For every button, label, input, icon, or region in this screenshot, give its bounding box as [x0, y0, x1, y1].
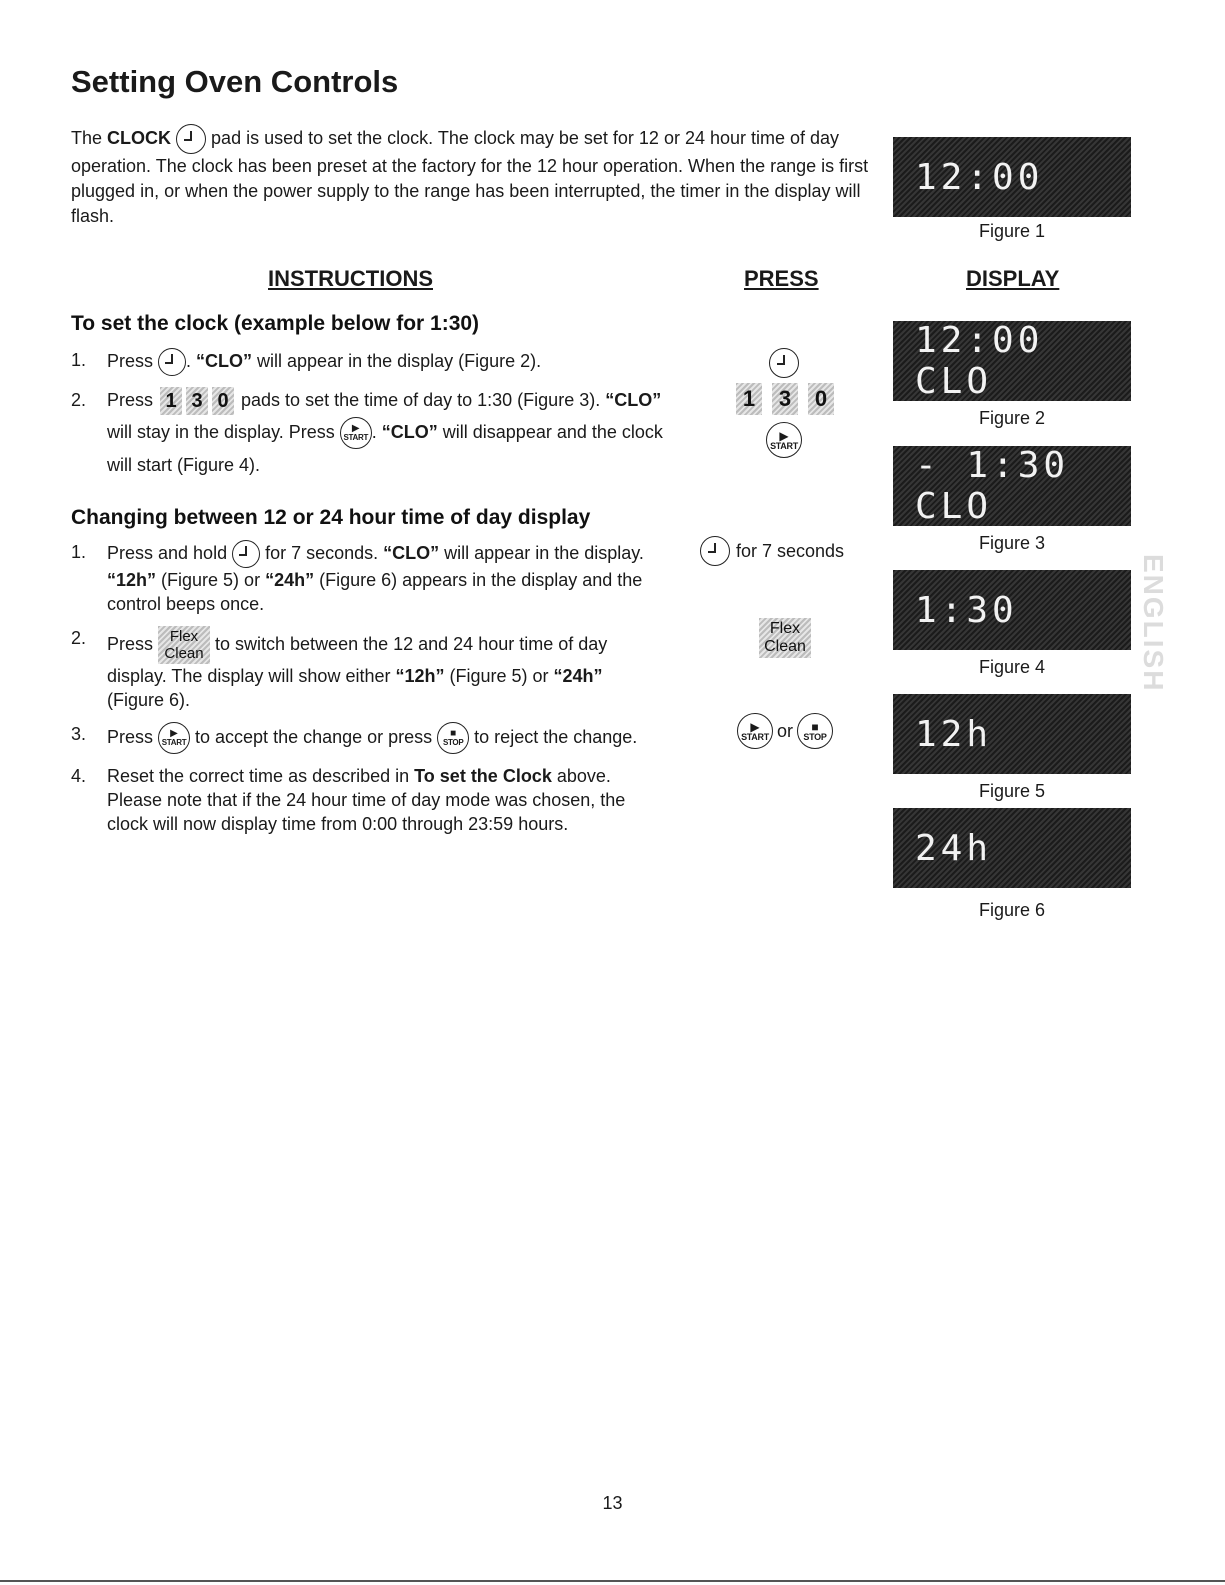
section-12-24-heading: Changing between 12 or 24 hour time of day display — [71, 506, 591, 529]
press-number-pads — [720, 380, 850, 418]
stop-icon: ■ STOP — [797, 713, 833, 749]
lcd-display: 12:00 CLO — [893, 321, 1131, 401]
set-clock-step-2: 2. Press 1 3 0 pads to set the time of day to 1:30 (Figure 3). “CLO” will stay in the display. Press ▶ START . “CLO” will disappear and the clock will start (Figure 4). — [71, 384, 671, 481]
flex-clean-pad-icon: Flex Clean — [759, 618, 811, 658]
start-icon: ▶ START — [158, 722, 190, 754]
section-set-clock-heading: To set the clock (example below for 1:30) — [71, 312, 480, 335]
start-icon: ▶ START — [737, 713, 773, 749]
bottom-rule — [0, 1580, 1225, 1582]
figure-caption: Figure 6 — [978, 900, 1046, 920]
clock-icon — [769, 348, 799, 378]
press-start-or-stop: ▶ START or ■ STOP — [722, 711, 848, 751]
lcd-display: 1:30 — [893, 570, 1131, 650]
figure-3 — [893, 446, 1131, 554]
start-icon: ▶ START — [340, 417, 372, 449]
number-pad-0-icon: 0 — [212, 387, 234, 415]
figure-caption: Figure 3 — [978, 533, 1046, 553]
number-pad-3-icon: 3 — [186, 387, 208, 415]
display-heading: DISPLAY — [966, 266, 1060, 291]
page-title: Setting Oven Controls — [71, 64, 399, 99]
clock-icon — [176, 124, 206, 154]
set-clock-steps — [71, 348, 671, 481]
figure-2 — [893, 321, 1131, 429]
figure-1 — [893, 137, 1131, 242]
clock-icon — [232, 540, 260, 568]
change-format-step-3: 3. Press ▶ START to accept the change or press ■ STOP to reject the change. — [71, 722, 661, 754]
clock-icon — [158, 348, 186, 376]
change-format-step-2: 2. Press Flex Clean to switch between the 12 and 24 hour time of day display. The display will show either “12h” (Figure 5) or “24h” (Figure 6). — [71, 628, 608, 710]
figure-5 — [893, 694, 1131, 802]
change-format-steps — [71, 540, 661, 836]
stop-icon: ■ STOP — [437, 722, 469, 754]
lcd-display: - 1:30 CLO — [893, 446, 1131, 526]
figure-4 — [893, 570, 1131, 678]
language-side-tab: ENGLISH — [1138, 553, 1169, 693]
instructions-heading: INSTRUCTIONS — [268, 266, 433, 291]
figure-caption: Figure 4 — [978, 657, 1046, 677]
press-clock — [728, 344, 840, 382]
figure-caption: Figure 5 — [978, 781, 1046, 801]
figure-6 — [893, 808, 1131, 921]
flex-clean-pad-icon: Flex Clean — [158, 626, 210, 664]
lcd-display: 24h — [893, 808, 1131, 888]
lcd-display: 12h — [893, 694, 1131, 774]
number-pad-1-icon: 1 — [736, 383, 762, 415]
number-pad-3-icon: 3 — [772, 383, 798, 415]
lcd-display: 12:00 — [893, 137, 1131, 217]
change-format-step-1: 1. Press and hold for 7 seconds. “CLO” will appear in the display. “12h” (Figure 5) or “24h” (Figure 6) appears in the display and the control beeps once. — [71, 542, 644, 614]
figure-caption: Figure 2 — [978, 408, 1046, 428]
change-format-step-4: 4. Reset the correct time as described in To set the Clock above. Please note that if the 24 hour time of day mode was chosen, the clock will now display time from 0:00 through 23:59 hours. — [71, 766, 626, 834]
press-flex-clean — [755, 617, 815, 659]
clock-word: CLOCK — [107, 127, 172, 148]
press-start — [728, 420, 840, 460]
number-pad-0-icon: 0 — [808, 383, 834, 415]
press-heading: PRESS — [744, 266, 819, 291]
figure-caption: Figure 1 — [978, 221, 1046, 241]
intro-paragraph: The CLOCK pad is used to set the clock. The clock may be set for 12 or 24 hour time of day operation. The clock has been preset at the factory for the 12 hour operation. When the range is first plugged in, or when the power supply to the range has been interrupted, the timer in the display will flash. — [71, 124, 871, 229]
set-clock-step-1: 1. Press . “CLO” will appear in the display (Figure 2). — [71, 348, 671, 376]
start-icon: ▶ START — [766, 422, 802, 458]
set-clock-reference: To set the Clock — [414, 766, 552, 786]
number-pad-1-icon: 1 — [160, 387, 182, 415]
press-hold-clock: for 7 seconds — [694, 532, 874, 570]
clock-icon — [700, 536, 730, 566]
page-number: 13 — [602, 1493, 623, 1513]
